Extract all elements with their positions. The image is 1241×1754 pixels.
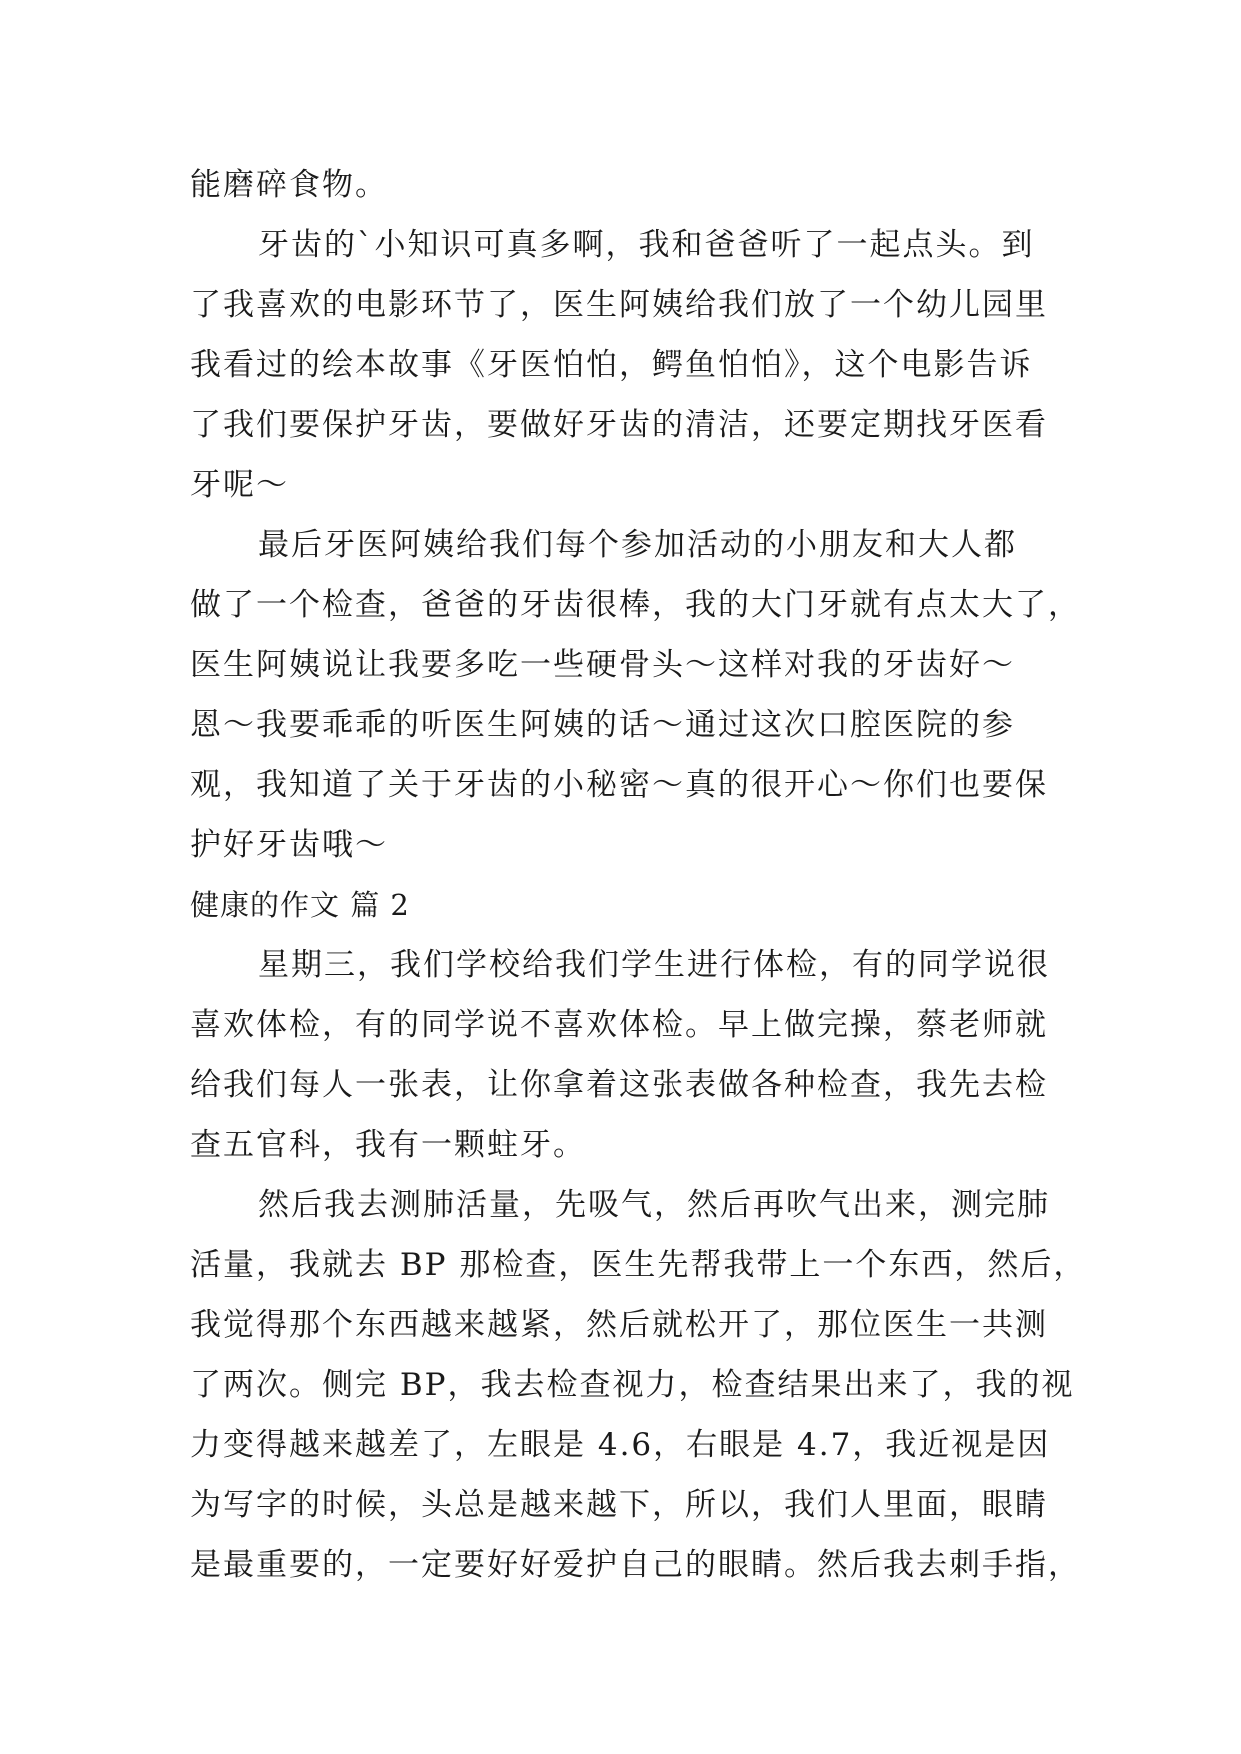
text-line: 活量，我就去 BP 那检查，医生先帮我带上一个东西，然后， [190,1247,1087,1283]
document-page [190,155,1087,1595]
text-line: 医生阿姨说让我要多吃一些硬骨头～这样对我的牙齿好～ [190,647,1015,683]
paragraph-start-line: 牙齿的`小知识可真多啊，我和爸爸听了一起点头。到 [258,227,1035,263]
text-line: 了两次。侧完 BP，我去检查视力，检查结果出来了，我的视 [190,1367,1075,1403]
text-line: 查五官科，我有一颗蛀牙。 [190,1127,586,1163]
text-line: 给我们每人一张表，让你拿着这张表做各种检查，我先去检 [190,1067,1048,1103]
text-line: 护好牙齿哦～ [190,827,388,863]
text-line: 为写字的时候，头总是越来越下，所以，我们人里面，眼睛 [190,1487,1048,1523]
text-line: 力变得越来越差了，左眼是 4.6，右眼是 4.7，我近视是因 [190,1427,1051,1463]
text-line: 恩～我要乖乖的听医生阿姨的话～通过这次口腔医院的参 [190,707,1015,743]
text-line: 牙呢～ [190,467,289,503]
section-heading: 健康的作文 篇 2 [190,888,410,922]
text-line: 了我们要保护牙齿，要做好牙齿的清洁，还要定期找牙医看 [190,407,1048,443]
text-line: 我看过的绘本故事《牙医怕怕，鳄鱼怕怕》，这个电影告诉 [190,347,1033,383]
text-line: 做了一个检查，爸爸的牙齿很棒，我的大门牙就有点太大了， [190,587,1081,623]
text-line: 能磨碎食物。 [190,167,388,203]
text-line: 观，我知道了关于牙齿的小秘密～真的很开心～你们也要保 [190,767,1048,803]
text-line: 我觉得那个东西越来越紧，然后就松开了，那位医生一共测 [190,1307,1048,1343]
text-line: 喜欢体检，有的同学说不喜欢体检。早上做完操，蔡老师就 [190,1007,1048,1043]
text-line: 了我喜欢的电影环节了，医生阿姨给我们放了一个幼儿园里 [190,287,1048,323]
paragraph-start-line: 然后我去测肺活量，先吸气，然后再吹气出来，测完肺 [258,1187,1050,1223]
paragraph-start-line: 最后牙医阿姨给我们每个参加活动的小朋友和大人都 [258,527,1017,563]
paragraph-start-line: 星期三，我们学校给我们学生进行体检，有的同学说很 [258,947,1050,983]
text-line: 是最重要的，一定要好好爱护自己的眼睛。然后我去刺手指， [190,1547,1081,1583]
